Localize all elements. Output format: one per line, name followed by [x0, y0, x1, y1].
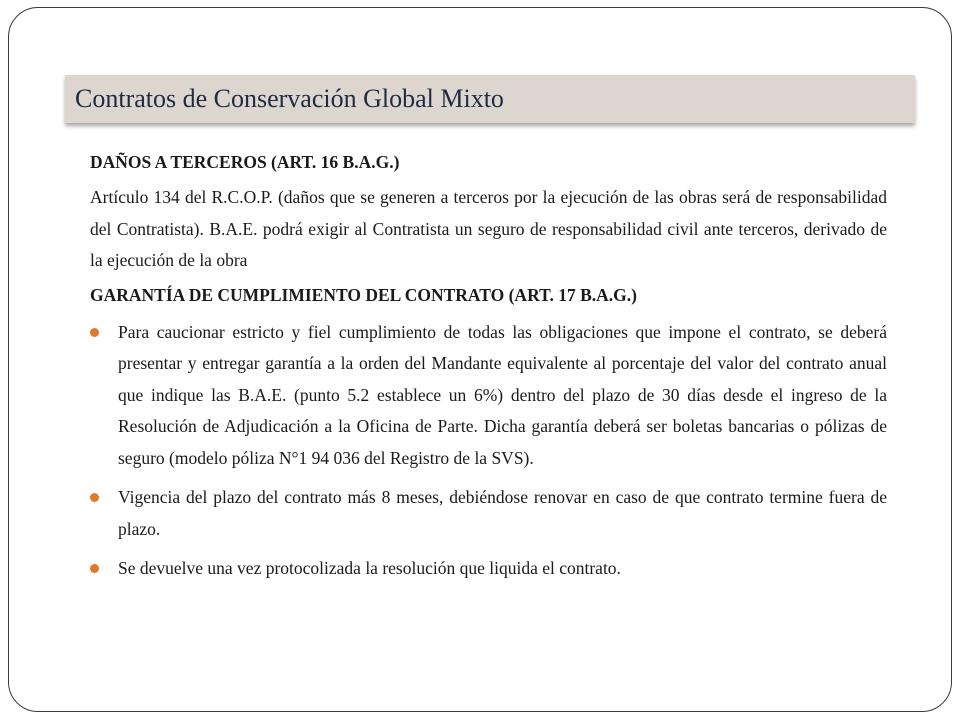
section-heading-danos: DAÑOS A TERCEROS (ART. 16 B.A.G.) [90, 152, 400, 172]
bullet-item [90, 553, 887, 585]
bullet-dot-icon [90, 564, 99, 573]
bullet-list [90, 317, 887, 585]
bullet-text: Se devuelve una vez protocolizada la resolución que liquida el contrato. [118, 558, 621, 578]
slide-title: Contratos de Conservación Global Mixto [75, 84, 504, 113]
bullet-item [90, 482, 887, 545]
bullet-item [90, 317, 887, 475]
slide-content [90, 148, 887, 593]
bullet-text: Para caucionar estricto y fiel cumplimiento de todas las obligaciones que impone el contrato, se deberá presentar y entregar garantía a la orden del Mandante equivalente al porcentaje del valor del contrato anual que indique las B.A.E. (punto 5.2 establece un 6%) dentro del plazo de 30 días desde el ingreso de la Resolución de Adjudicación a la Oficina de Parte. Dicha garantía deberá ser boletas bancarias o pólizas de seguro (modelo póliza N°1 94 036 del Registro de la SVS). [118, 321, 887, 468]
section-heading-garantia: GARANTÍA DE CUMPLIMIENTO DEL CONTRATO (ART. 17 B.A.G.) [90, 284, 637, 305]
section-paragraph-danos: Artículo 134 del R.C.O.P. (daños que se generen a terceros por la ejecución de las obras será de responsabilidad del Contratista). B.A.E. podrá exigir al Contratista un seguro de responsabilidad civil ante terceros, derivado de la ejecución de la obra [90, 187, 887, 270]
bullet-dot-icon [90, 493, 99, 502]
title-bar [65, 75, 915, 123]
bullet-text: Vigencia del plazo del contrato más 8 meses, debiéndose renovar en caso de que contrato termine fuera de plazo. [118, 487, 887, 539]
bullet-dot-icon [90, 328, 99, 337]
